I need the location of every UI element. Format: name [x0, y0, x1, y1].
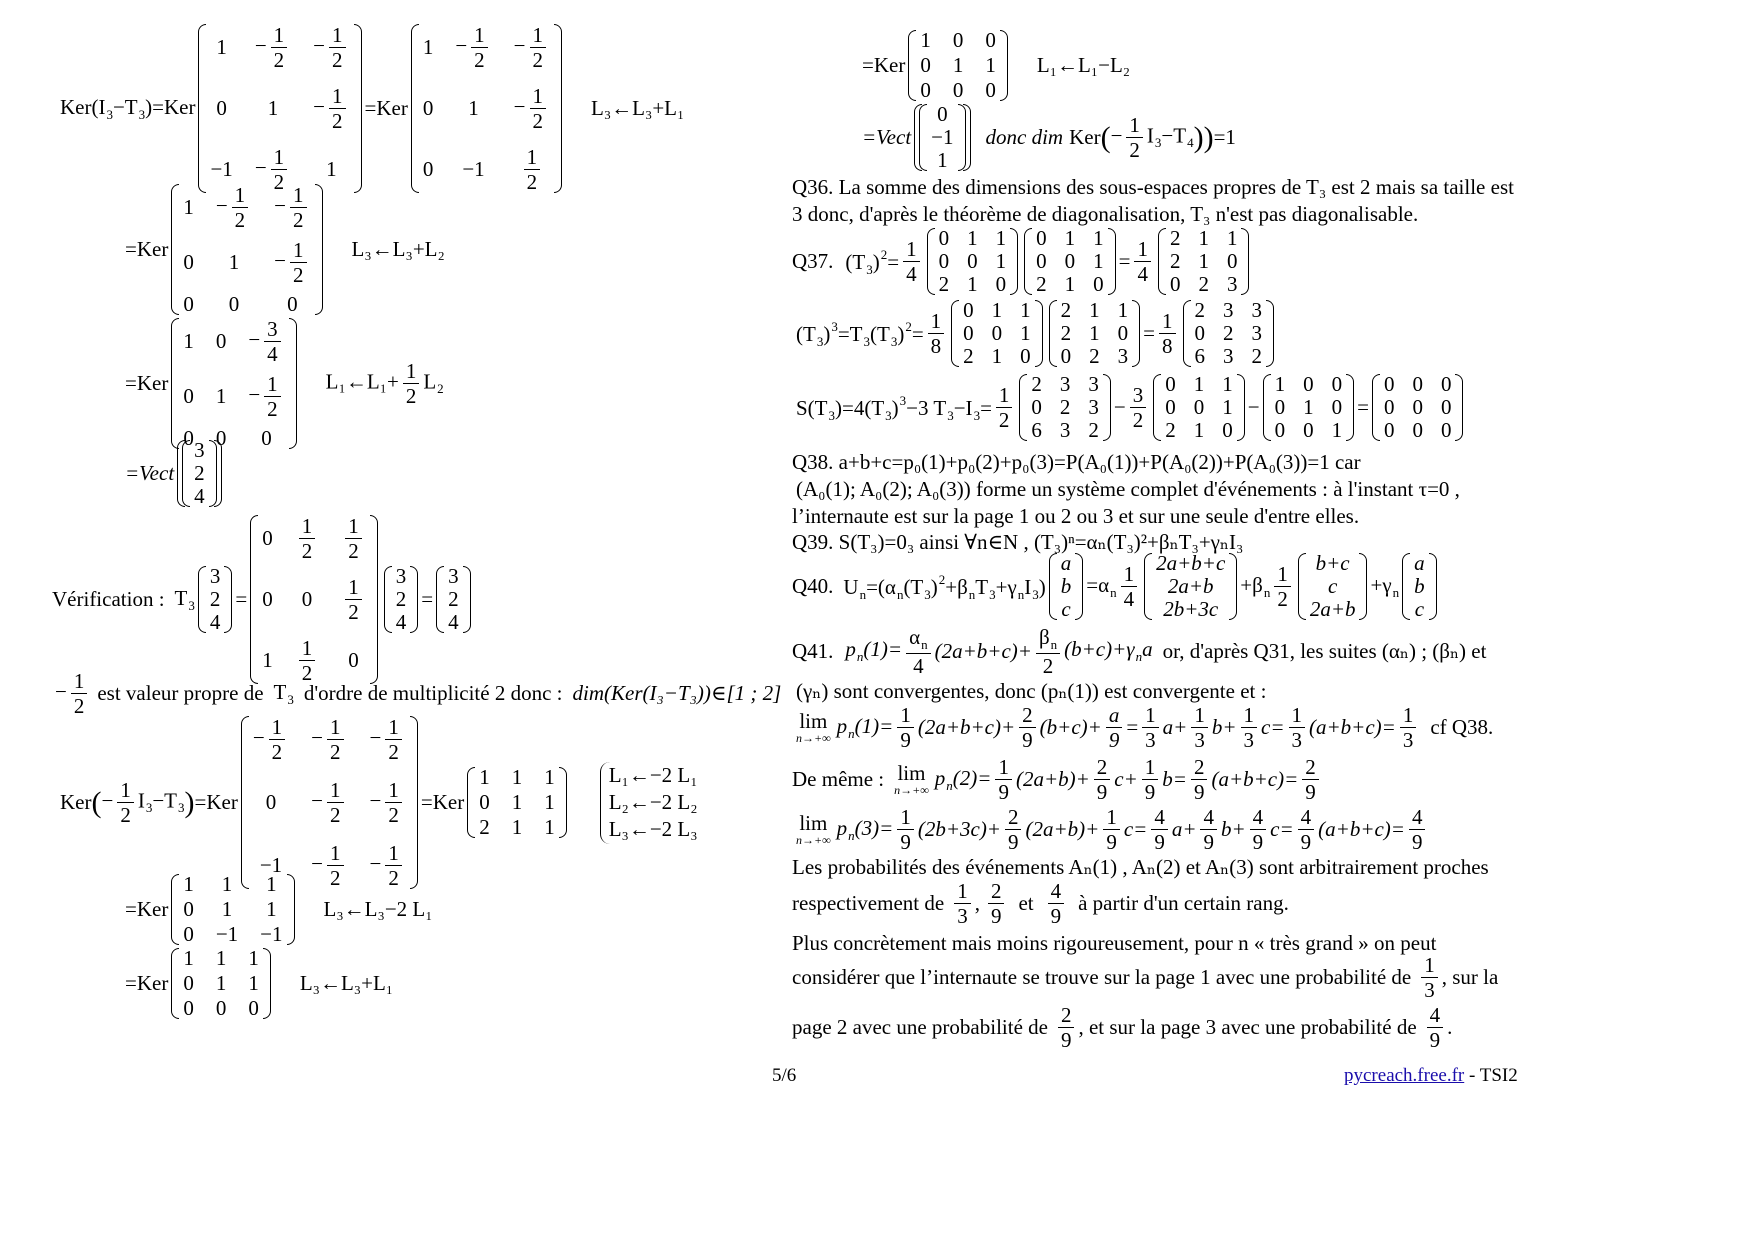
row-op-l1-half-l2: L₁←L₁+ $\frac{1}{2}$ $L_2$ [325, 359, 444, 409]
vect-324: =Vect 3 2 4 [125, 440, 225, 507]
q36-line-1: Q36. La somme des dimensions des sous-espaces propres de T₃ est 2 mais sa taille est [792, 175, 1514, 199]
ker-minus-half-step-2: =Ker 1 1 1 0 1 1 0 −1 −1 L₃←L₃−2 L₁ [125, 872, 433, 946]
ker-minus-half-step-3: =Ker 1 1 1 0 1 1 0 0 0 L₃←L₃+L₁ [125, 946, 394, 1020]
plus-line-2: considérer que l’internaute se trouve sur la page 1 avec une probabilité de $\frac{1}{3}$ , sur la [792, 953, 1499, 1003]
probas-line-2: respectivement de $\frac{1}{3}$ , $\frac{2}{9}$ et $\frac{4}{9}$ à partir d'un certain rang. [792, 879, 1289, 929]
verification: Vérification : $T_3$ 3 2 4 = 0 $\frac{1}{2}$ $\frac{1}{2}$ 0 0 $\frac{1}{2}$ 1 $\frac{1}{2}$ 0 3 2 4 = 3 2 4 [52, 515, 474, 684]
probas-line-1: Les probabilités des événements Aₙ(1) , Aₙ(2) et Aₙ(3) sont arbitrairement proches [792, 855, 1489, 879]
ker-minus-half: Ker ( − $\frac{1}{2}$ $I_3-T_3$ ) =Ker − $\frac{1}{2}$ − $\frac{1}{2}$ − $\frac{1}{2}$ 0 − $\frac{1}{2}$ − $\frac{1}{2}$ −1 − $\frac{1}{2}$ − $\frac{1}{2}$ =Ker 1 1 1 0 1 1 2 1 1 L₁←−2 L₁ L₂←−2 L₂ L₃←−2 L₃ [60, 715, 698, 891]
q40-line: Q40. $U_n=(\alpha_n(T_3)^2+\beta_nT_3+\gamma_nI_3)$ a b c $=\alpha_n$ $\frac{1}{4}$ 2a+b+c 2a+b 2b+3c $+\beta_n$ $\frac{1}{2}$ b+c c 2a+b $+\gamma_n$ a b c [792, 553, 1440, 620]
ker-step-2: =Ker 1 − $\frac{1}{2}$ − $\frac{1}{2}$ 0 1 − $\frac{1}{2}$ 0 0 0 L₃←L₃+L₂ [125, 183, 445, 317]
row-op-l3-l2: L₃←L₃+L₂ [351, 237, 445, 262]
q39-line: Q39. S(T₃)=0₃ ainsi ∀n∈N , (T₃)ⁿ=αₙ(T₃)²+βₙT₃+γₙI₃ [792, 530, 1244, 554]
page-number: 5/6 [772, 1065, 797, 1086]
q37-line-2: $(T_3)^3=T_3(T_3)^2=$ $\frac{1}{8}$ 0 1 1 0 0 1 2 1 0 2 1 1 2 1 0 0 2 3 = $\frac{1}{8}$ 2 3 3 0 2 3 6 3 2 [796, 300, 1277, 367]
lim-p1: lim n→+∞ $p_n(1)=$ $\frac{1}{9}$ (2a+b+c)+ $\frac{2}{9}$ (b+c)+ $\frac{a}{9}$ = $\frac{1}{3}$ a+ $\frac{1}{3}$ b+ $\frac{1}{3}$ c= $\frac{1}{3}$ (a+b+c)= $\frac{1}{3}$ cf Q38. [796, 703, 1494, 753]
valeur-propre-line: − $\frac{1}{2}$ est valeur propre de $T_3$ d'ordre de multiplicité 2 donc : dim(Ker(I₃−T₃))∈[1 ; 2] [55, 669, 782, 719]
q38-line-1: Q38. a+b+c=p₀(1)+p₀(2)+p₀(3)=P(A₀(1))+P(A₀(2))+P(A₀(3))=1 car [792, 450, 1361, 474]
plus-line-3: page 2 avec une probabilité de $\frac{2}{9}$ , et sur la page 3 avec une probabilité de $\frac{4}{9}$ . [792, 1003, 1453, 1053]
q38-line-2: (A₀(1); A₀(2); A₀(3)) forme un système complet d'événements : à l'instant τ=0 , [796, 477, 1460, 501]
row-op-l3-minus-2l1: L₃←L₃−2 L₁ [323, 897, 433, 921]
q37-line-1: Q37. $(T_3)^2=$ $\frac{1}{4}$ 0 1 1 0 0 1 2 1 0 0 1 1 0 0 1 2 1 0 = $\frac{1}{4}$ 2 1 1 2 1 0 0 2 3 [792, 228, 1252, 295]
lim-p2: De même : lim n→+∞ $p_n(2)=$ $\frac{1}{9}$ (2a+b)+ $\frac{2}{9}$ c+ $\frac{1}{9}$ b= $\frac{2}{9}$ (a+b+c)= $\frac{2}{9}$ [792, 756, 1323, 803]
site-link[interactable]: pycreach.free.fr [1344, 1065, 1465, 1086]
q41-line-2: (γₙ) sont convergentes, donc (pₙ(1)) est convergente et : [796, 679, 1267, 703]
row-op-l1-l2: L₁←L₁−L₂ [1036, 53, 1131, 77]
lim-p3: lim n→+∞ $p_n(3)=$ $\frac{1}{9}$ (2b+3c)+ $\frac{2}{9}$ (2a+b)+ $\frac{1}{9}$ c= $\frac{4}{9}$ a+ $\frac{4}{9}$ b+ $\frac{4}{9}$ c= $\frac{4}{9}$ (a+b+c)= $\frac{4}{9}$ [796, 806, 1429, 853]
ker-i3-minus-t3: $Ker(I_3-T_3)=Ker$ 1 − $\frac{1}{2}$ − $\frac{1}{2}$ 0 1 − $\frac{1}{2}$ −1 − $\frac{1}{2}$ 1 =Ker 1 − $\frac{1}{2}$ − $\frac{1}{2}$ 0 1 − $\frac{1}{2}$ 0 −1 $\frac{1}{2}$ L₃←L₃+L₁ [60, 23, 685, 195]
q36-line-2: 3 donc, d'après le théorème de diagonalisation, T₃ n'est pas diagonalisable. [792, 202, 1419, 226]
q37-line-3: $S(T_3)=4(T_3)^3-3$ $T_3-I_3=$ $\frac{1}{2}$ 2 3 3 0 2 3 6 3 2 − $\frac{3}{2}$ 0 1 1 0 0 1 2 1 0 − 1 0 0 0 1 0 0 0 1 = 0 0 0 0 0 0 0 0 0 [796, 374, 1466, 441]
row-op-l3-l1: L₃←L₃+L₁ [591, 96, 685, 121]
footer-credit: pycreach.free.fr - TSI2 [1344, 1065, 1518, 1086]
ker-right-top: =Ker 1 0 0 0 1 1 0 0 0 L₁←L₁−L₂ [862, 28, 1131, 102]
row-op-l3-l1-b: L₃←L₃+L₁ [299, 971, 394, 995]
q41-line-1: Q41. $p_n(1)=$ $\frac{\alpha_n}{4}$ (2a+b+c)+ $\frac{\beta_n}{2}$ $(b+c)+\gamma_na$ or, d'après Q31, les suites (αₙ) ; (βₙ) et [792, 625, 1487, 678]
ker-step-3: =Ker 1 0 − $\frac{3}{4}$ 0 1 − $\frac{1}{2}$ 0 0 0 L₁←L₁+ $\frac{1}{2}$ $L_2$ [125, 317, 444, 451]
vect-0-1-1: =Vect 0 −1 1 donc dim Ker ( − $\frac{1}{2}$ $I_3-T_4$ )) =1 [862, 102, 1236, 172]
q38-line-3: l’internaute est sur la page 1 ou 2 ou 3 et sur une seule d'entre elles. [792, 504, 1360, 528]
row-op-system: L₁←−2 L₁ L₂←−2 L₂ L₃←−2 L₃ [600, 762, 698, 844]
plus-line-1: Plus concrètement mais moins rigoureusement, pour n « très grand » on peut [792, 931, 1437, 955]
